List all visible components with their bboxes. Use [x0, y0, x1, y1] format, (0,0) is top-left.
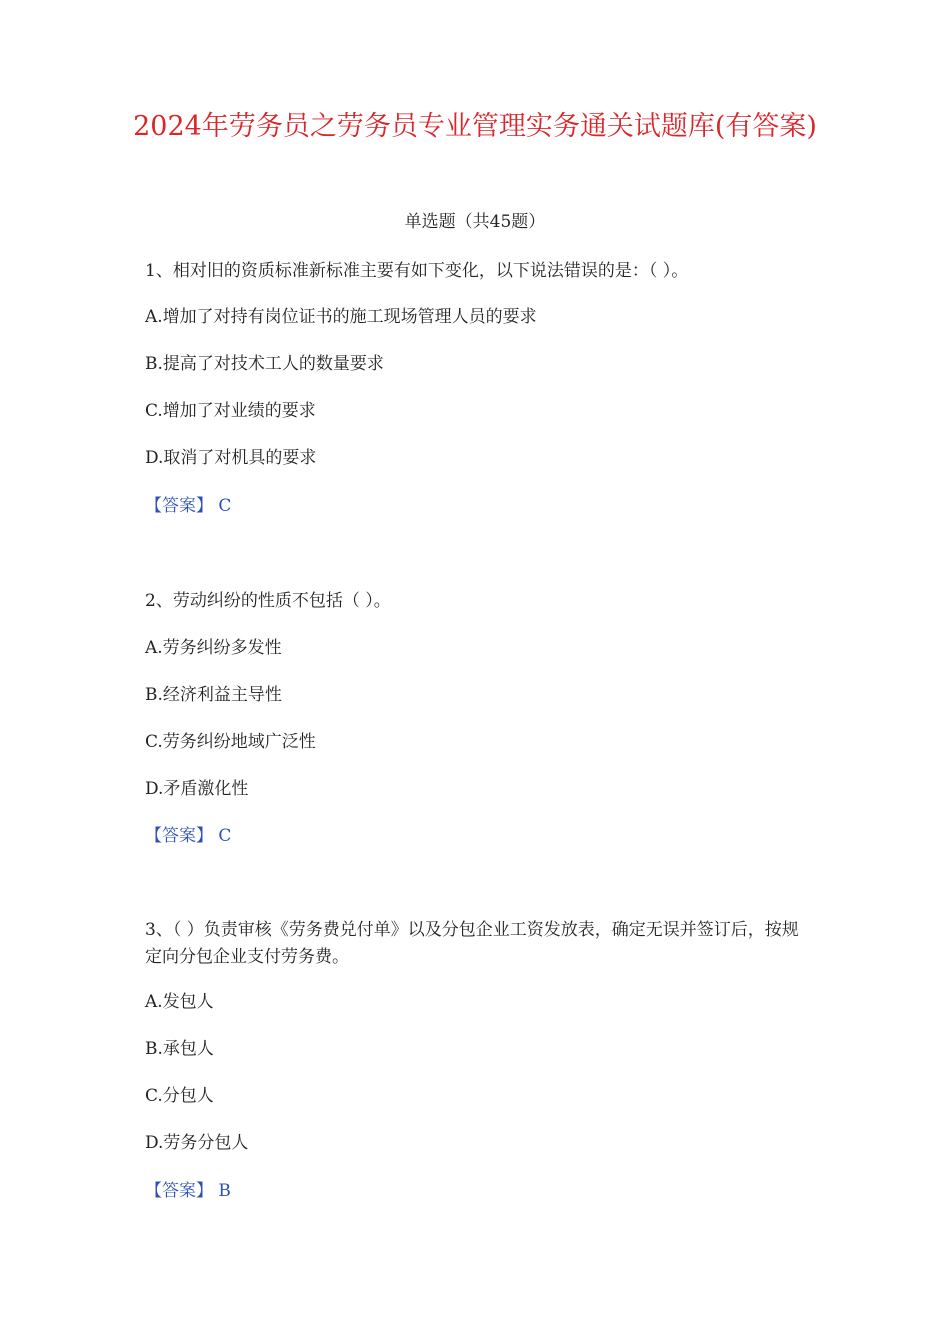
question-3-option-d: D.劳务分包人 — [145, 1133, 249, 1153]
question-3-stem: 3、（ ）负责审核《劳务费兑付单》以及分包企业工资发放表，确定无误并签订后，按规定向分包企业支付劳务费。 — [145, 920, 799, 967]
question-2-option-b: B.经济利益主导性 — [145, 685, 282, 705]
question-3-answer — [145, 1178, 810, 1204]
answer-value: C — [218, 826, 232, 846]
answer-label: 【答案】 — [145, 496, 213, 516]
answer-label: 【答案】 — [145, 1181, 213, 1201]
answer-label: 【答案】 — [145, 826, 213, 846]
question-1-option-c: C.增加了对业绩的要求 — [145, 401, 316, 421]
question-2-option-d: D.矛盾激化性 — [145, 779, 249, 799]
question-1-answer — [145, 493, 810, 519]
question-3-option-a: A.发包人 — [145, 992, 214, 1012]
question-2-answer — [145, 823, 810, 849]
question-3-option-c: C.分包人 — [145, 1086, 214, 1106]
question-2-option-c: C.劳务纠纷地域广泛性 — [145, 732, 316, 752]
section-heading: 单选题（共45题） — [404, 212, 546, 232]
question-3-option-b: B.承包人 — [145, 1039, 214, 1059]
question-1-option-b: B.提高了对技术工人的数量要求 — [145, 354, 384, 374]
question-1-stem: 1、相对旧的资质标准新标准主要有如下变化，以下说法错误的是：（ ）。 — [145, 261, 689, 281]
question-1-option-a: A.增加了对持有岗位证书的施工现场管理人员的要求 — [145, 307, 537, 327]
question-2-stem: 2、劳动纠纷的性质不包括（ ）。 — [145, 591, 391, 611]
answer-value: B — [218, 1181, 231, 1201]
answer-value: C — [218, 496, 232, 516]
document-title: 2024年劳务员之劳务员专业管理实务通关试题库(有答案) — [133, 111, 817, 142]
question-1-option-d: D.取消了对机具的要求 — [145, 448, 317, 468]
question-2-option-a: A.劳务纠纷多发性 — [145, 638, 282, 658]
